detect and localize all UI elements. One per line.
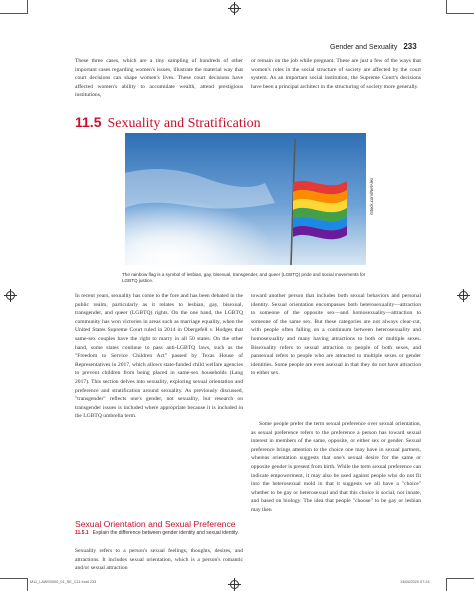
learning-objective-text: Explain the difference between gender identity and sexual identity. [92, 530, 239, 536]
crop-mark [446, 578, 474, 579]
crop-mark [27, 0, 28, 14]
crop-mark [0, 578, 28, 579]
learning-objective-number: 11.5.1 [75, 530, 89, 536]
body-right-paragraph-2: Some people prefer the term sexual preference over sexual orientation, as sexual preference refers to the preference a person has toward sexual interest in members of the same, opposite, or either sex or gender. Sexual preference brings attention to the choice one may have in sexual partners, whereas orientation suggests that one's sexual desire for the same or opposite gender is present from birth. While the term sexual preference can indicate empowerment, it may also be used against people who do not fit into the heterosexual mold in that it suggests we all have a "choice" whether to be gay or heterosexual and that this choice is social, not innate, and based on biology. The idea that people "choose" to be gay or lesbian may then [251, 421, 421, 513]
footer-file-slug: M11_LAWS0000_01_SE_C11.indd 233 [30, 580, 97, 584]
crop-mark [446, 0, 447, 14]
crop-mark [446, 578, 447, 591]
crop-mark [446, 13, 474, 14]
header-section-title: Gender and Sexuality [330, 44, 398, 51]
photo-caption: The rainbow flag is a symbol of lesbian, gay, bisexual, transgender, and queer (LGBTQ) pride and social movements for LGBTQ justice. [122, 272, 366, 283]
running-header [330, 42, 417, 51]
flag-image [125, 133, 366, 265]
body-left-paragraph-2: Sexuality refers to a person's sexual feelings, thoughts, desires, and attractions. It includes sexual orientation, which is a person's romantic and/or sexual attraction [75, 548, 243, 572]
top-right-paragraph: or remain on the job while pregnant. These are just a few of the ways that women's roles in the social structure of society are affected by the court system. As an important social institution, the Supreme Court's decisions have been a principal architect in the structuring of society more generally. [251, 58, 421, 90]
body-right-paragraph: toward another person that includes both sexual behaviors and personal identity. Sexual orientation encompasses both heterosexuality—attraction to someone of the opposite sex—and homosexuality—attraction to someone of the same sex. But these categories are not always clear-cut, with people often falling on a continuum between heterosexuality and homosexuality and many having attractions to both or multiple sexes. Bisexuality refers to sexual attraction to people of both sexes, and pansexual refers to people who are attracted to multiple sexes or gender identities. Some people are even asexual in that they do not have attraction to either sex. [251, 293, 421, 377]
learning-objective [75, 530, 243, 537]
crop-mark [0, 13, 28, 14]
registration-mark [459, 291, 468, 300]
subsection-heading: Sexual Orientation and Sexual Preference [75, 519, 236, 529]
registration-mark [230, 4, 239, 13]
rainbow-flag [293, 181, 347, 239]
rainbow-flag-photo [125, 133, 366, 265]
crop-mark [27, 578, 28, 591]
footer-date-slug: 13/05/2020 07:24 [400, 580, 430, 584]
body-left-paragraph: In recent years, sexuality has come to the fore and has been debated in the public realm, particularly as it relates to lesbian, gay, bisexual, transgender, and queer (LGBTQ) rights. On the one hand, the LGBTQ community has won victories in areas such as marriage equality, when the United States Supreme Court ruled in 2014 in Obergefell v. Hodges that same-sex couples have the right to marry in all 50 states. On the other hand, some states continue to pass anti-LGBTQ laws, such as the "Freedom to Service Children Act" passed by Texas House of Representatives in 2017, which allows state-funded child welfare agencies to prevent children from being placed in same-sex households (Lang 2017). This section delves into sexuality, exploring sexual orientation and preference and stratification around sexuality. As previously discussed, "transgender" reflects one's gender, not sexuality, but research on transgender issues is included where appropriate because it is included in the LGBTQ umbrella term. [75, 293, 243, 420]
section-title: Sexuality and Stratification [107, 116, 261, 131]
section-number: 11.5 [75, 114, 102, 130]
top-left-paragraph: These three cases, which are a tiny sampling of hundreds of other important cases regarding women's issues, illustrate the material way that court decisions can shape women's lives. These court decisions have affected women's ability to accumulate wealth, attend prestigious institutions, [75, 58, 243, 99]
section-heading [75, 114, 261, 132]
photo-credit: iStock.com/NetAlex [369, 177, 374, 215]
registration-mark [230, 580, 239, 589]
page-number: 233 [403, 42, 417, 51]
registration-mark [6, 291, 15, 300]
